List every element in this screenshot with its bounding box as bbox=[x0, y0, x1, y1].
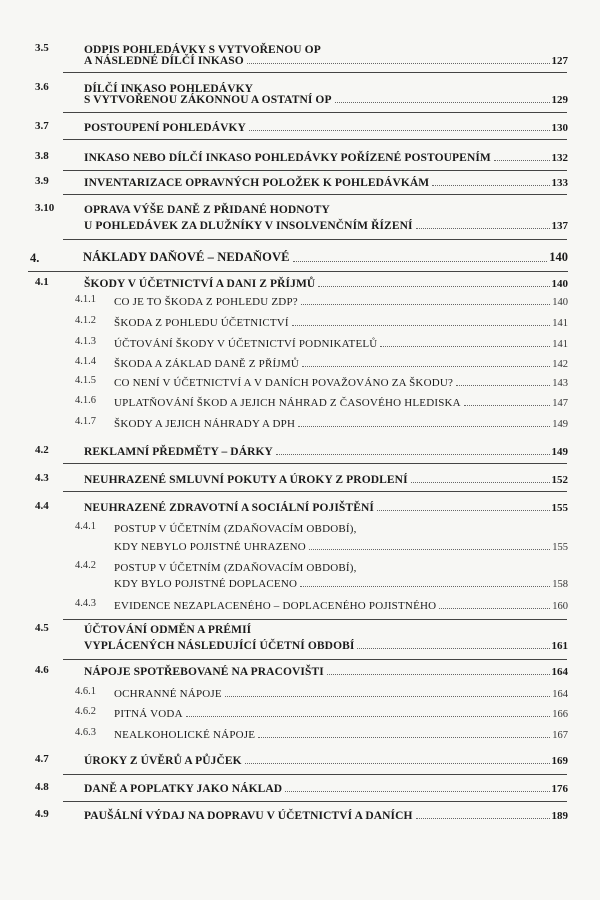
toc-entry-number: 4. bbox=[30, 251, 40, 265]
toc-entry-title: U POHLEDÁVEK ZA DLUŽNÍKY V INSOLVENČNÍM ŘÍZENÍ bbox=[84, 220, 413, 232]
dot-leader bbox=[416, 228, 550, 229]
toc-page-number: 132 bbox=[551, 152, 568, 164]
dot-leader bbox=[300, 586, 550, 587]
dot-leader bbox=[432, 185, 549, 186]
toc-page-number: 176 bbox=[551, 783, 568, 795]
dot-leader bbox=[318, 286, 549, 287]
dot-leader bbox=[249, 130, 550, 131]
toc-entry-title: PAUŠÁLNÍ VÝDAJ NA DOPRAVU V ÚČETNICTVÍ A DANÍCH bbox=[84, 810, 413, 822]
toc-page-number: 161 bbox=[551, 640, 568, 652]
dot-leader bbox=[309, 549, 550, 550]
toc-entry-title: ÚČTOVÁNÍ ŠKODY V ÚČETNICTVÍ PODNIKATELŮ bbox=[114, 338, 378, 350]
toc-page-number: 147 bbox=[552, 398, 568, 409]
divider bbox=[63, 112, 567, 113]
toc-entry-number: 4.4.2 bbox=[75, 560, 96, 571]
toc-page-number: 152 bbox=[551, 474, 568, 486]
toc-entry-title: UPLATŇOVÁNÍ ŠKOD A JEJICH NÁHRAD Z ČASOVÉHO HLEDISKA bbox=[114, 397, 461, 409]
divider bbox=[63, 619, 567, 620]
toc-entry-title: NÁKLADY DAŇOVÉ – NEDAŇOVÉ bbox=[83, 250, 290, 264]
divider bbox=[63, 774, 567, 775]
toc-entry-number: 4.1.3 bbox=[75, 336, 96, 347]
toc-page-number: 127 bbox=[551, 55, 568, 67]
toc-entry-number: 4.1.1 bbox=[75, 294, 96, 305]
toc-entry-title: VYPLÁCENÝCH NÁSLEDUJÍCÍ ÚČETNÍ OBDOBÍ bbox=[84, 640, 355, 652]
toc-page-number: 149 bbox=[551, 446, 568, 458]
toc-page-number: 137 bbox=[551, 220, 568, 232]
dot-leader bbox=[439, 608, 550, 609]
divider bbox=[63, 170, 567, 171]
toc-entry-title: NEALKOHOLICKÉ NÁPOJE bbox=[114, 729, 256, 741]
toc-entry-number: 4.1.2 bbox=[75, 315, 96, 326]
toc-entry-title: DÍLČÍ INKASO POHLEDÁVKY bbox=[84, 83, 254, 95]
dot-leader bbox=[298, 426, 550, 427]
toc-page-number: 141 bbox=[552, 339, 568, 350]
toc-entry-title: CO JE TO ŠKODA Z POHLEDU ZDP? bbox=[114, 296, 298, 308]
toc-page-number: 164 bbox=[552, 689, 568, 700]
divider bbox=[63, 801, 567, 802]
toc-page-number: 142 bbox=[552, 359, 568, 370]
toc-entry-number: 4.6 bbox=[35, 664, 49, 676]
toc-entry-number: 4.6.1 bbox=[75, 686, 96, 697]
toc-entry-number: 3.9 bbox=[35, 175, 49, 187]
toc-entry-title: ÚROKY Z ÚVĚRŮ A PŮJČEK bbox=[84, 755, 242, 767]
toc-entry-title: ŠKODA Z POHLEDU ÚČETNICTVÍ bbox=[114, 317, 289, 329]
toc-entry-number: 4.9 bbox=[35, 808, 49, 820]
dot-leader bbox=[293, 261, 548, 262]
divider bbox=[28, 271, 568, 272]
toc-entry-title: CO NENÍ V ÚČETNICTVÍ A V DANÍCH POVAŽOVÁNO ZA ŠKODU? bbox=[114, 377, 454, 389]
toc-entry-number: 3.8 bbox=[35, 150, 49, 162]
toc-entry-number: 4.1.7 bbox=[75, 416, 96, 427]
dot-leader bbox=[301, 304, 550, 305]
toc-entry-title: DANĚ A POPLATKY JAKO NÁKLAD bbox=[84, 783, 283, 795]
toc-entry-title: POSTOUPENÍ POHLEDÁVKY bbox=[84, 122, 246, 134]
toc-entry-number: 4.1.4 bbox=[75, 356, 96, 367]
toc-page-number: 140 bbox=[549, 250, 568, 264]
toc-entry-title: A NÁSLEDNÉ DÍLČÍ INKASO bbox=[84, 55, 244, 67]
toc-entry-number: 4.1.6 bbox=[75, 395, 96, 406]
toc-entry-number: 3.6 bbox=[35, 81, 49, 93]
toc-entry-number: 4.5 bbox=[35, 622, 49, 634]
toc-entry-title: KDY NEBYLO POJISTNÉ UHRAZENO bbox=[114, 541, 306, 553]
toc-page-number: 141 bbox=[552, 318, 568, 329]
toc-entry-title: KDY BYLO POJISTNÉ DOPLACENO bbox=[114, 578, 298, 590]
dot-leader bbox=[225, 696, 550, 697]
dot-leader bbox=[245, 763, 550, 764]
toc-page-number: 189 bbox=[551, 810, 568, 822]
dot-leader bbox=[285, 791, 549, 792]
toc-entry-title: NÁPOJE SPOTŘEBOVANÉ NA PRACOVIŠTI bbox=[84, 666, 324, 678]
toc-entry-title: ŠKODY V ÚČETNICTVÍ A DANI Z PŘÍJMŮ bbox=[84, 278, 316, 290]
dot-leader bbox=[494, 160, 550, 161]
divider bbox=[63, 72, 567, 73]
toc-page-number: 169 bbox=[551, 755, 568, 767]
toc-entry-title: ÚČTOVÁNÍ ODMĚN A PRÉMIÍ bbox=[84, 624, 252, 636]
toc-entry-title: REKLAMNÍ PŘEDMĚTY – DÁRKY bbox=[84, 446, 273, 458]
toc-entry-title: OCHRANNÉ NÁPOJE bbox=[114, 688, 222, 700]
toc-entry-number: 3.10 bbox=[35, 202, 55, 214]
toc-entry-title: OPRAVA VÝŠE DANĚ Z PŘIDANÉ HODNOTY bbox=[84, 204, 330, 216]
dot-leader bbox=[276, 454, 550, 455]
dot-leader bbox=[258, 737, 550, 738]
toc-page-number: 140 bbox=[551, 278, 568, 290]
toc-entry-title: NEUHRAZENÉ SMLUVNÍ POKUTY A ÚROKY Z PRODLENÍ bbox=[84, 474, 408, 486]
toc-entry-title: PITNÁ VODA bbox=[114, 708, 183, 720]
toc-entry-title: NEUHRAZENÉ ZDRAVOTNÍ A SOCIÁLNÍ POJIŠTĚNÍ bbox=[84, 502, 374, 514]
dot-leader bbox=[247, 63, 550, 64]
toc-entry-title: INKASO NEBO DÍLČÍ INKASO POHLEDÁVKY POŘÍZENÉ POSTOUPENÍM bbox=[84, 152, 491, 164]
dot-leader bbox=[327, 674, 550, 675]
toc-entry-title: POSTUP V ÚČETNÍM (ZDAŇOVACÍM OBDOBÍ), bbox=[114, 523, 357, 535]
divider bbox=[63, 463, 567, 464]
toc-page-number: 130 bbox=[551, 122, 568, 134]
toc-entry-number: 4.1.5 bbox=[75, 375, 96, 386]
dot-leader bbox=[416, 818, 550, 819]
toc-entry-number: 4.2 bbox=[35, 444, 49, 456]
dot-leader bbox=[377, 510, 550, 511]
dot-leader bbox=[292, 325, 550, 326]
dot-leader bbox=[186, 716, 551, 717]
divider bbox=[63, 139, 567, 140]
toc-entry-number: 3.7 bbox=[35, 120, 49, 132]
toc-page-number: 149 bbox=[552, 419, 568, 430]
dot-leader bbox=[411, 482, 550, 483]
toc-entry-title: S VYTVOŘENOU ZÁKONNOU A OSTATNÍ OP bbox=[84, 94, 332, 106]
toc-entry-number: 4.7 bbox=[35, 753, 49, 765]
toc-page-number: 155 bbox=[552, 542, 568, 553]
toc-entry-number: 4.4.3 bbox=[75, 598, 96, 609]
divider bbox=[63, 659, 567, 660]
dot-leader bbox=[456, 385, 550, 386]
toc-page-number: 133 bbox=[551, 177, 568, 189]
divider bbox=[63, 239, 567, 240]
toc-page-number: 167 bbox=[552, 730, 568, 741]
toc-entry-title: ŠKODY A JEJICH NÁHRADY A DPH bbox=[114, 418, 296, 430]
divider bbox=[63, 491, 567, 492]
toc-entry-number: 4.6.3 bbox=[75, 727, 96, 738]
dot-leader bbox=[464, 405, 550, 406]
toc-page-number: 160 bbox=[552, 601, 568, 612]
dot-leader bbox=[357, 648, 549, 649]
dot-leader bbox=[302, 366, 550, 367]
toc-page-number: 129 bbox=[551, 94, 568, 106]
toc-entry-title: ŠKODA A ZÁKLAD DANĚ Z PŘÍJMŮ bbox=[114, 358, 299, 370]
divider bbox=[63, 194, 567, 195]
toc-entry-title: EVIDENCE NEZAPLACENÉHO – DOPLACENÉHO POJISTNÉHO bbox=[114, 600, 437, 612]
toc-page-number: 140 bbox=[552, 297, 568, 308]
toc-entry-number: 4.3 bbox=[35, 472, 49, 484]
toc-entry-number: 4.4.1 bbox=[75, 521, 96, 532]
dot-leader bbox=[380, 346, 550, 347]
toc-entry-number: 3.5 bbox=[35, 42, 49, 54]
toc-page-number: 164 bbox=[551, 666, 568, 678]
toc-entry-number: 4.6.2 bbox=[75, 706, 96, 717]
toc-page-number: 158 bbox=[552, 579, 568, 590]
toc-page-number: 166 bbox=[552, 709, 568, 720]
toc-entry-title: INVENTARIZACE OPRAVNÝCH POLOŽEK K POHLEDÁVKÁM bbox=[84, 177, 430, 189]
toc-page-number: 143 bbox=[552, 378, 568, 389]
dot-leader bbox=[335, 102, 550, 103]
toc-entry-title: ODPIS POHLEDÁVKY S VYTVOŘENOU OP bbox=[84, 44, 321, 56]
toc-entry-title: POSTUP V ÚČETNÍM (ZDAŇOVACÍM OBDOBÍ), bbox=[114, 562, 357, 574]
toc-entry-number: 4.1 bbox=[35, 276, 49, 288]
toc-entry-number: 4.4 bbox=[35, 500, 49, 512]
toc-page-number: 155 bbox=[551, 502, 568, 514]
toc-entry-number: 4.8 bbox=[35, 781, 49, 793]
